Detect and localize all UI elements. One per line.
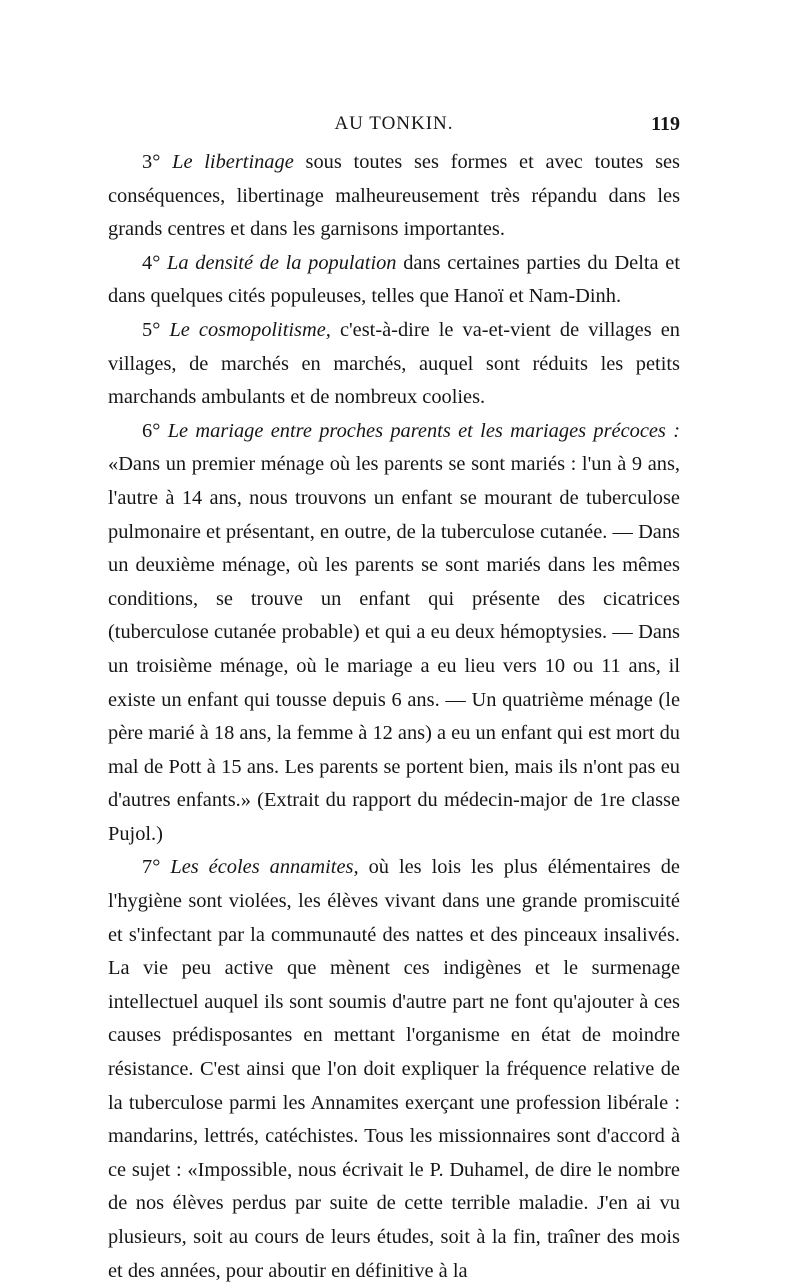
paragraph-cosmopolitisme	[108, 314, 680, 415]
paragraph-libertinage	[108, 146, 680, 247]
page-header	[108, 113, 680, 139]
item-text: sous toutes ses formes et avec toutes ses conséquences, libertinage malheureusement très répandu dans les grands centres et dans les garnisons importantes.	[108, 151, 680, 241]
item-number: 3°	[142, 151, 161, 173]
item-title: Le libertinage	[172, 151, 294, 173]
item-number: 6°	[142, 419, 161, 442]
body-text	[108, 146, 680, 1288]
item-text: où les lois les plus élémentaires de l'hygiène sont violées, les élèves vivant dans une grande promiscuité et s'infectant par la communauté des nattes et des pinceaux insalivés. La vie peu active que mènent ces indigènes et le surmenage intellectuel auquel ils sont soumis d'autre part ne font qu'ajouter à ces causes prédisposantes en mettant l'organisme en état de moindre résistance. C'est ainsi que l'on doit expliquer la fréquence relative de la tuberculose parmi les Annamites exerçant une profession libérale : mandarins, lettrés, catéchistes. Tous les missionnaires sont d'accord à ce sujet : «Impossible, nous écrivait le P. Duhamel, de dire le nombre de nos élèves perdus par suite de cette terrible maladie. J'en ai vu plusieurs, soit au cours de leurs études, soit à la fin, traîner des mois et des années, pour aboutir en définitive à la	[108, 856, 680, 1282]
paragraph-densite	[108, 247, 680, 314]
item-title: Le cosmopolitisme,	[169, 318, 331, 341]
item-text: c'est-à-dire le va-et-vient de villages en villages, de marchés en marchés, auquel sont réduits les petits marchands ambulants et de nombreux coolies.	[108, 318, 680, 409]
item-title: Les écoles annamites,	[170, 856, 359, 879]
page-number: 119	[651, 113, 680, 135]
item-number: 5°	[142, 318, 161, 341]
item-number: 7°	[142, 856, 161, 879]
item-text: dans certaines parties du Delta et dans quelques cités populeuses, telles que Hanoï et Nam-Dinh.	[108, 251, 680, 308]
paragraph-ecoles	[108, 851, 680, 1288]
running-title: AU TONKIN.	[334, 113, 454, 134]
item-title: La densité de la population	[167, 251, 397, 274]
item-title: Le mariage entre proches parents et les mariages précoces :	[167, 419, 680, 442]
item-number: 4°	[142, 251, 161, 274]
paragraph-mariage	[108, 415, 680, 852]
item-text: «Dans un premier ménage où les parents se sont mariés : l'un à 9 ans, l'autre à 14 ans, nous trouvons un enfant se mourant de tuberculose pulmonaire et présentant, en outre, de la tuberculose cutanée. — Dans un deuxième ménage, où les parents se sont mariés dans les mêmes conditions, se trouve un enfant qui présente des cicatrices (tuberculose cutanée probable) et qui a eu deux hémoptysies. — Dans un troisième ménage, où le mariage a eu lieu vers 10 ou 11 ans, il existe un enfant qui tousse depuis 6 ans. — Un quatrième ménage (le père marié à 18 ans, la femme à 12 ans) a eu un enfant qui est mort du mal de Pott à 15 ans. Les parents se portent bien, mais ils n'ont pas eu d'autres enfants.» (Extrait du rapport du médecin-major de 1re classe Pujol.)	[108, 453, 680, 845]
